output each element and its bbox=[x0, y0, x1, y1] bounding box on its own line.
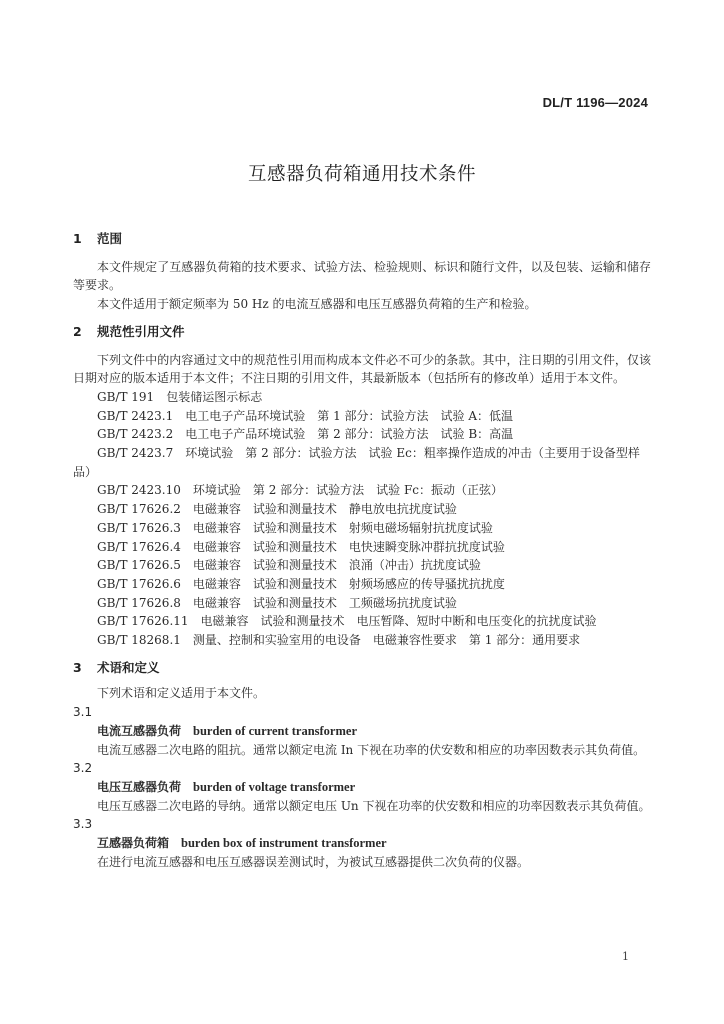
reference-code: GB/T 17626.8 bbox=[97, 595, 181, 610]
reference-title: 测量、控制和实验室用的电设备 电磁兼容性要求 第 1 部分：通用要求 bbox=[192, 633, 581, 648]
term-heading bbox=[73, 834, 651, 853]
term-definition: 在进行电流互感器和电压互感器误差测试时，为被试互感器提供二次负荷的仪器。 bbox=[97, 854, 530, 869]
reference-item bbox=[73, 612, 651, 631]
reference-title: 电磁兼容 试验和测量技术 静电放电抗扰度试验 bbox=[192, 502, 457, 517]
section-1-heading bbox=[73, 230, 651, 249]
page-number: 1 bbox=[622, 950, 629, 963]
term-zh: 互感器负荷箱 bbox=[97, 836, 170, 851]
reference-item bbox=[73, 444, 651, 481]
reference-item bbox=[73, 538, 651, 557]
reference-code: GB/T 17626.3 bbox=[97, 520, 181, 535]
reference-item bbox=[73, 575, 651, 594]
term-heading bbox=[73, 722, 651, 741]
reference-code: GB/T 2423.1 bbox=[97, 408, 174, 423]
reference-item bbox=[73, 500, 651, 519]
section-number: 2 bbox=[73, 323, 82, 339]
standard-code: DL/T 1196—2024 bbox=[542, 95, 648, 110]
section-number: 1 bbox=[73, 231, 82, 246]
reference-title: 电工电子产品环境试验 第 2 部分：试验方法 试验 B：高温 bbox=[185, 427, 514, 442]
reference-item bbox=[73, 594, 651, 613]
term-en: burden box of instrument transformer bbox=[181, 836, 387, 851]
section-3-heading bbox=[73, 659, 651, 678]
reference-item bbox=[73, 519, 651, 538]
reference-code: GB/T 17626.6 bbox=[97, 576, 181, 591]
term-en: burden of voltage transformer bbox=[193, 779, 356, 794]
section-2-heading bbox=[73, 323, 651, 342]
document-body bbox=[73, 230, 651, 872]
reference-code: GB/T 2423.10 bbox=[97, 483, 181, 498]
reference-title: 环境试验 第 2 部分：试验方法 试验 Ec：粗率操作造成的冲击（主要用于设备型样品） bbox=[73, 446, 640, 479]
reference-title: 电磁兼容 试验和测量技术 射频场感应的传导骚扰抗扰度 bbox=[192, 576, 505, 591]
term-zh: 电流互感器负荷 bbox=[97, 723, 182, 738]
term-number: 3.1 bbox=[73, 705, 93, 720]
term-heading bbox=[73, 778, 651, 797]
section-title: 范围 bbox=[97, 231, 123, 246]
section-title: 规范性引用文件 bbox=[97, 323, 185, 339]
term-definition: 电流互感器二次电路的阻抗。通常以额定电流 In 下视在功率的伏安数和相应的功率因数表示其负荷值。 bbox=[97, 742, 646, 757]
reference-title: 包装储运图示标志 bbox=[166, 389, 263, 404]
section-title: 术语和定义 bbox=[97, 659, 160, 675]
reference-title: 电磁兼容 试验和测量技术 工频磁场抗扰度试验 bbox=[192, 595, 457, 610]
reference-item bbox=[73, 425, 651, 444]
document-title: 互感器负荷箱通用技术条件 bbox=[247, 164, 476, 185]
term-definition: 电压互感器二次电路的导纳。通常以额定电压 Un 下视在功率的伏安数和相应的功率因数表示其负荷值。 bbox=[97, 798, 651, 813]
reference-code: GB/T 17626.11 bbox=[97, 614, 189, 629]
term-number: 3.3 bbox=[73, 817, 93, 832]
paragraph: 下列文件中的内容通过文中的规范性引用而构成本文件必不可少的条款。其中，注日期的引用文件，仅该日期对应的版本适用于本文件；不注日期的引用文件，其最新版本（包括所有的修改单）适用于本文件。 bbox=[73, 352, 651, 386]
reference-item bbox=[73, 556, 651, 575]
term-en: burden of current transformer bbox=[193, 723, 357, 738]
reference-code: GB/T 17626.2 bbox=[97, 502, 181, 517]
section-number: 3 bbox=[73, 659, 82, 675]
reference-code: GB/T 2423.2 bbox=[97, 427, 174, 442]
reference-code: GB/T 2423.7 bbox=[97, 446, 174, 461]
term-zh: 电压互感器负荷 bbox=[97, 779, 182, 794]
reference-code: GB/T 17626.4 bbox=[97, 539, 181, 554]
reference-title: 电磁兼容 试验和测量技术 浪涌（冲击）抗扰度试验 bbox=[192, 558, 481, 573]
paragraph: 本文件适用于额定频率为 50 Hz 的电流互感器和电压互感器负荷箱的生产和检验。 bbox=[97, 297, 537, 312]
reference-title: 电工电子产品环境试验 第 1 部分：试验方法 试验 A：低温 bbox=[185, 408, 514, 423]
reference-code: GB/T 17626.5 bbox=[97, 558, 181, 573]
reference-title: 电磁兼容 试验和测量技术 电压暂降、短时中断和电压变化的抗扰度试验 bbox=[200, 614, 597, 629]
term-number: 3.2 bbox=[73, 761, 93, 776]
reference-title: 电磁兼容 试验和测量技术 射频电磁场辐射抗扰度试验 bbox=[192, 520, 493, 535]
reference-title: 电磁兼容 试验和测量技术 电快速瞬变脉冲群抗扰度试验 bbox=[192, 539, 505, 554]
reference-item bbox=[73, 481, 651, 500]
reference-code: GB/T 191 bbox=[97, 389, 155, 404]
reference-title: 环境试验 第 2 部分：试验方法 试验 Fc：振动（正弦） bbox=[192, 483, 504, 498]
reference-code: GB/T 18268.1 bbox=[97, 633, 181, 648]
reference-item bbox=[73, 631, 651, 650]
reference-item bbox=[73, 407, 651, 426]
paragraph: 本文件规定了互感器负荷箱的技术要求、试验方法、检验规则、标识和随行文件，以及包装、运输和储存等要求。 bbox=[73, 259, 651, 293]
paragraph: 下列术语和定义适用于本文件。 bbox=[97, 686, 266, 701]
reference-item bbox=[73, 388, 651, 407]
